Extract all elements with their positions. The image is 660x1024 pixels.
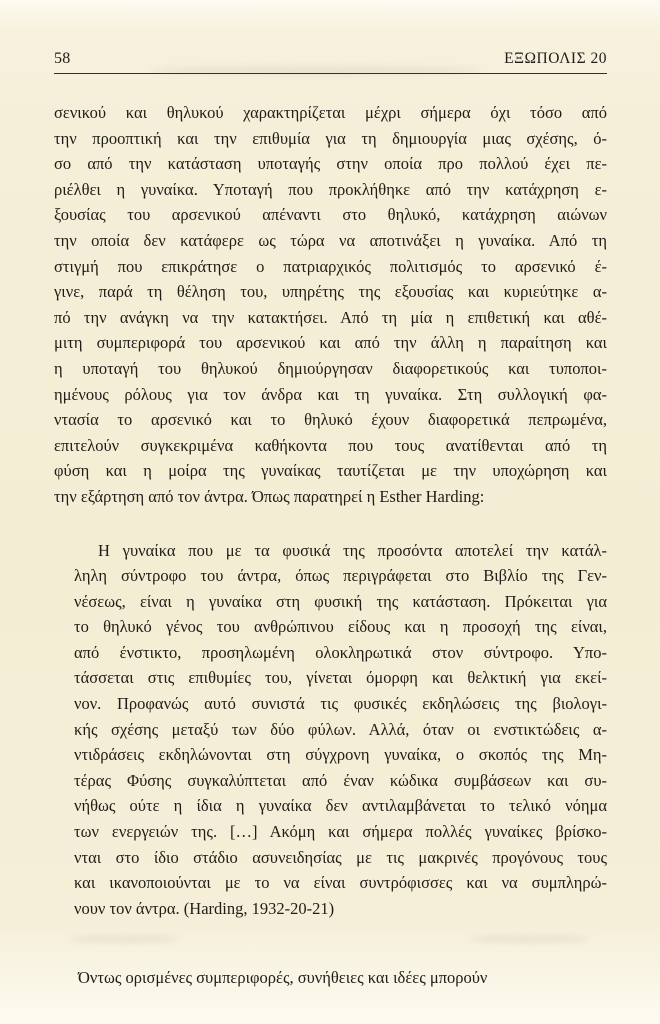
block-quote bbox=[74, 538, 607, 922]
text-line: την προοπτική και την επιθυμία για τη δημιουργία μιας σχέσης, ό- bbox=[54, 128, 607, 148]
page-content bbox=[54, 50, 607, 991]
page-header bbox=[54, 50, 607, 68]
text-line: σο από την κατάσταση υποταγής στην οποία προ πολλού έχει πε- bbox=[54, 154, 607, 174]
header-rule bbox=[54, 73, 607, 74]
text-line: η υποταγή του θηλυκού δημιούργησαν διαφορετικούς και τυποποι- bbox=[54, 358, 607, 378]
journal-title: ΕΞΩΠΟΛΙΣ 20 bbox=[504, 50, 607, 67]
text-line: νον. Προφανώς αυτό συνιστά τις φυσικές εκδηλώσεις της βιολογι- bbox=[74, 694, 607, 714]
text-line: των ενεργειών της. […] Ακόμη και σήμερα πολλές γυναίκες βρίσκο- bbox=[74, 822, 607, 842]
text-line: ντασία το αρσενικό και το θηλυκό έχουν διαφορετικά πεπρωμένα, bbox=[54, 410, 607, 430]
text-line: επιτελούν συγκεκριμένα καθήκοντα που τους ανατίθενται από τη bbox=[54, 435, 607, 455]
text-line: ριέλθει η γυναίκα. Υποταγή που προκλήθηκε από την κατάχρηση ε- bbox=[54, 179, 607, 199]
text-line: πό την ανάγκη να την κατακτήσει. Από τη μία η επιθετική και αθέ- bbox=[54, 307, 607, 327]
closing-paragraph bbox=[54, 965, 607, 991]
text-line: την οποία δεν κατάφερε ως τώρα να αποτινάξει η γυναίκα. Από τη bbox=[54, 230, 607, 250]
text-line: γινε, παρά τη θέληση του, υπηρέτης της εξουσίας και κυριεύτηκε α- bbox=[54, 282, 607, 302]
page-number: 58 bbox=[54, 50, 71, 67]
text-line: από ένστικτο, προσηλωμένη ολοκληρωτικά στον σύντροφο. Υπο- bbox=[74, 642, 607, 662]
text-line: ληλη σύντροφο του άντρα, όπως περιγράφεται στο Βιβλίο της Γεν- bbox=[74, 566, 607, 586]
text-line: και ικανοποιούνται με το να είναι συντρόφισσες και να συμπληρώ- bbox=[74, 873, 607, 893]
text-line: ημένους ρόλους για τον άνδρα και τη γυναίκα. Στη συλλογική φα- bbox=[54, 384, 607, 404]
text-line: τάσσεται στις επιθυμίες του, γίνεται όμορφη και θελκτική για εκεί- bbox=[74, 668, 607, 688]
text-line: σενικού και θηλυκού χαρακτηρίζεται μέχρι σήμερα όχι τόσο από bbox=[54, 103, 607, 122]
text-line: νήθως ούτε η ίδια η γυναίκα δεν αντιλαμβάνεται το τελικό νόημα bbox=[74, 796, 607, 816]
text-line: το θηλυκό γένος του ανθρώπινου είδους και η προσοχή της είναι, bbox=[74, 617, 607, 637]
text-line: κής σχέσης μεταξύ των δύο φύλων. Αλλά, όταν οι ενστικτώδεις α- bbox=[74, 719, 607, 739]
text-line: ντιδράσεις εκδηλώνονται στη σύγχρονη γυναίκα, ο σκοπός της Μη- bbox=[74, 745, 607, 765]
text-line: μιτη συμπεριφορά του αρσενικού και από την άλλη η παραίτηση και bbox=[54, 333, 607, 353]
text-line: Η γυναίκα που με τα φυσικά της προσόντα αποτελεί την κατάλ- bbox=[98, 540, 607, 560]
text-line: ξουσίας του αρσενικού απέναντι στο θηλυκό, κατάχρηση αιώνων bbox=[54, 205, 607, 225]
text-line: νται στο ίδιο στάδιο ασυνειδησίας με τις μακρινές προγόνους τους bbox=[74, 847, 607, 867]
main-paragraph bbox=[54, 100, 607, 510]
text-line: στιγμή που επικράτησε ο πατριαρχικός πολιτισμός το αρσενικό έ- bbox=[54, 256, 607, 276]
text-line: νουν τον άντρα. (Harding, 1932-20-21) bbox=[74, 898, 335, 918]
text-line: νέσεως, είναι η γυναίκα στη φυσική της κατάσταση. Πρόκειται για bbox=[74, 591, 607, 611]
text-line: τέρας Φύσης συγκαλύπτεται από έναν κώδικα συμβάσεων και συ- bbox=[74, 770, 607, 790]
text-line: φύση και η μοίρα της γυναίκας ταυτίζεται με την υποχώρηση και bbox=[54, 461, 607, 481]
text-line: την εξάρτηση από τον άντρα. Όπως παρατηρεί η Esther Harding: bbox=[54, 486, 485, 506]
text-line: Όντως ορισμένες συμπεριφορές, συνήθειες και ιδέες μπορούν bbox=[78, 968, 488, 988]
